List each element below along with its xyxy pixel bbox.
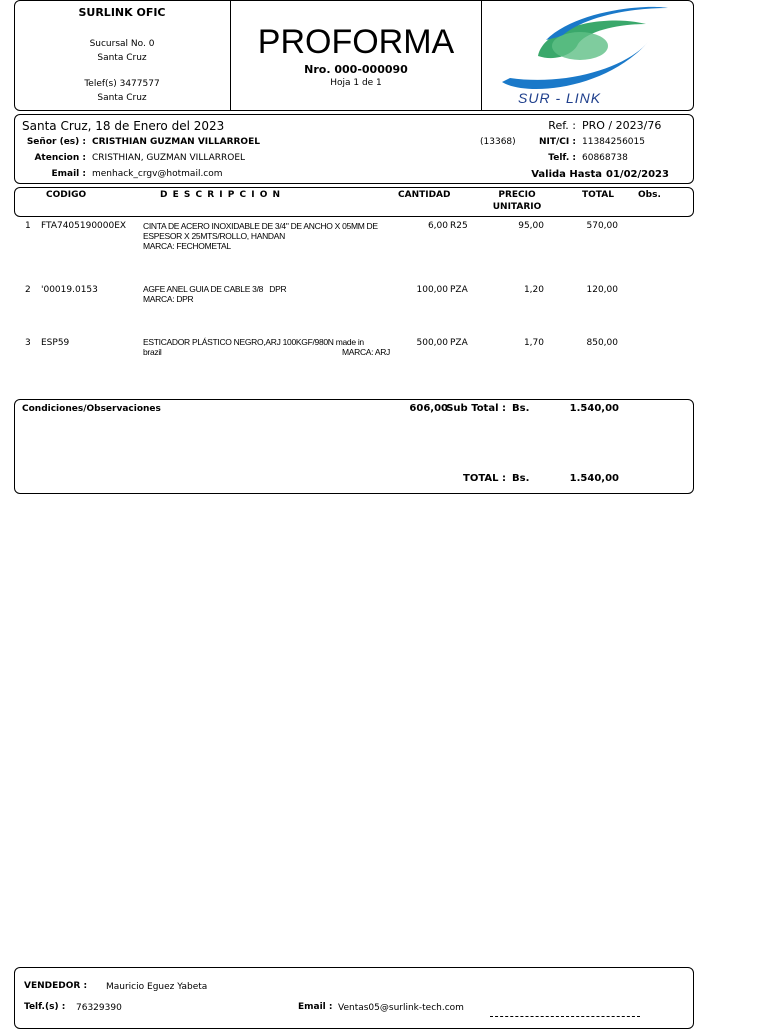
subtotal-label: Sub Total : [446, 403, 506, 414]
row-desc-line: CINTA DE ACERO INOXIDABLE DE 3/4" DE ANCHO X 05MM DE [143, 221, 378, 231]
row-desc-line: MARCA: FECHOMETAL [143, 241, 231, 251]
email-value: menhack_crgv@hotmail.com [92, 169, 223, 179]
client-code: (13368) [480, 137, 516, 147]
conditions-label: Condiciones/Observaciones [22, 404, 161, 414]
row-desc-line: ESTICADOR PLÁSTICO NEGRO,ARJ 100KGF/980N made in [143, 337, 364, 347]
document-number: Nro. 000-000090 [304, 63, 408, 76]
row-code: '00019.0153 [41, 285, 98, 295]
row-price: 95,00 [518, 221, 544, 231]
row-unit: PZA [450, 285, 468, 295]
header-divider-right [481, 1, 482, 110]
place-date: Santa Cruz, 18 de Enero del 2023 [22, 119, 225, 133]
row-number: 2 [25, 285, 31, 295]
branch: Sucursal No. 0 [89, 39, 155, 49]
company-name: SURLINK OFIC [78, 6, 166, 19]
logo-text: SUR - LINK [518, 90, 602, 106]
row-price: 1,20 [523, 285, 544, 295]
row-number: 1 [25, 221, 31, 231]
subtotal-currency: Bs. [512, 403, 530, 414]
col-obs: Obs. [638, 190, 661, 200]
row-desc-line: brazil [143, 347, 162, 357]
row-total: 570,00 [586, 221, 618, 231]
vendor-email-label: Email : [298, 1002, 333, 1012]
company-logo [486, 2, 690, 108]
row-total: 120,00 [586, 285, 618, 295]
atencion-label: Atencion : [34, 153, 86, 163]
ref-label: Ref. : [548, 119, 576, 132]
telf-label: Telf. : [548, 153, 576, 163]
company-phone: Telef(s) 3477577 [84, 79, 160, 89]
col-codigo: CODIGO [46, 190, 87, 200]
row-code: FTA7405190000EX [41, 221, 127, 231]
branch-city: Santa Cruz [97, 53, 147, 63]
total-currency: Bs. [512, 473, 530, 484]
row-desc-line: MARCA: DPR [143, 294, 194, 304]
row-price: 1,70 [523, 338, 544, 348]
email-label: Email : [51, 169, 86, 179]
senor-label: Señor (es) : [26, 137, 86, 147]
total-label: TOTAL : [463, 473, 506, 484]
valid-value: 01/02/2023 [606, 169, 669, 180]
col-cantidad: CANTIDAD [398, 190, 451, 200]
ref-value: PRO / 2023/76 [582, 119, 662, 132]
col-precio: PRECIO [498, 190, 536, 200]
row-desc-brand: MARCA: ARJ [341, 347, 390, 357]
page-indicator: Hoja 1 de 1 [330, 78, 382, 88]
row-desc-line: ESPESOR X 25MTS/ROLLO, HANDAN [143, 231, 285, 241]
row-desc-line: AGFE ANEL GUIA DE CABLE 3/8 DPR [143, 284, 287, 294]
company-city: Santa Cruz [97, 93, 147, 103]
senor-value: CRISTHIAN GUZMAN VILLARROEL [92, 137, 260, 147]
footer-box [14, 967, 694, 1029]
row-unit: PZA [450, 338, 468, 348]
row-qty: 6,00 [427, 221, 448, 231]
atencion-value: CRISTHIAN, GUZMAN VILLARROEL [92, 153, 246, 163]
vendor-email-value: Ventas05@surlink-tech.com [338, 1003, 464, 1013]
row-total: 850,00 [586, 338, 618, 348]
row-qty: 100,00 [416, 285, 448, 295]
row-qty: 500,00 [416, 338, 448, 348]
subtotal-value: 1.540,00 [569, 403, 619, 414]
col-unitario: UNITARIO [492, 202, 542, 212]
nit-value: 11384256015 [582, 137, 645, 147]
vendor-telf-label: Telf.(s) : [24, 1002, 66, 1012]
valid-label: Valida Hasta [531, 169, 602, 180]
row-number: 3 [25, 338, 31, 348]
nit-label: NIT/CI : [539, 137, 576, 147]
vendor-telf-value: 76329390 [76, 1003, 122, 1013]
quantity-sum: 606,00 [409, 403, 448, 414]
vendor-value: Mauricio Eguez Yabeta [106, 982, 208, 992]
col-total: TOTAL [582, 190, 614, 200]
vendor-label: VENDEDOR : [24, 981, 88, 991]
telf-value: 60868738 [582, 153, 628, 163]
col-descripcion: D E S C R I P C I O N [160, 190, 282, 200]
total-value: 1.540,00 [569, 473, 619, 484]
row-unit: R25 [450, 221, 468, 231]
signature-line [490, 1016, 640, 1017]
row-code: ESP59 [41, 338, 70, 348]
document-title: PROFORMA [257, 23, 455, 61]
